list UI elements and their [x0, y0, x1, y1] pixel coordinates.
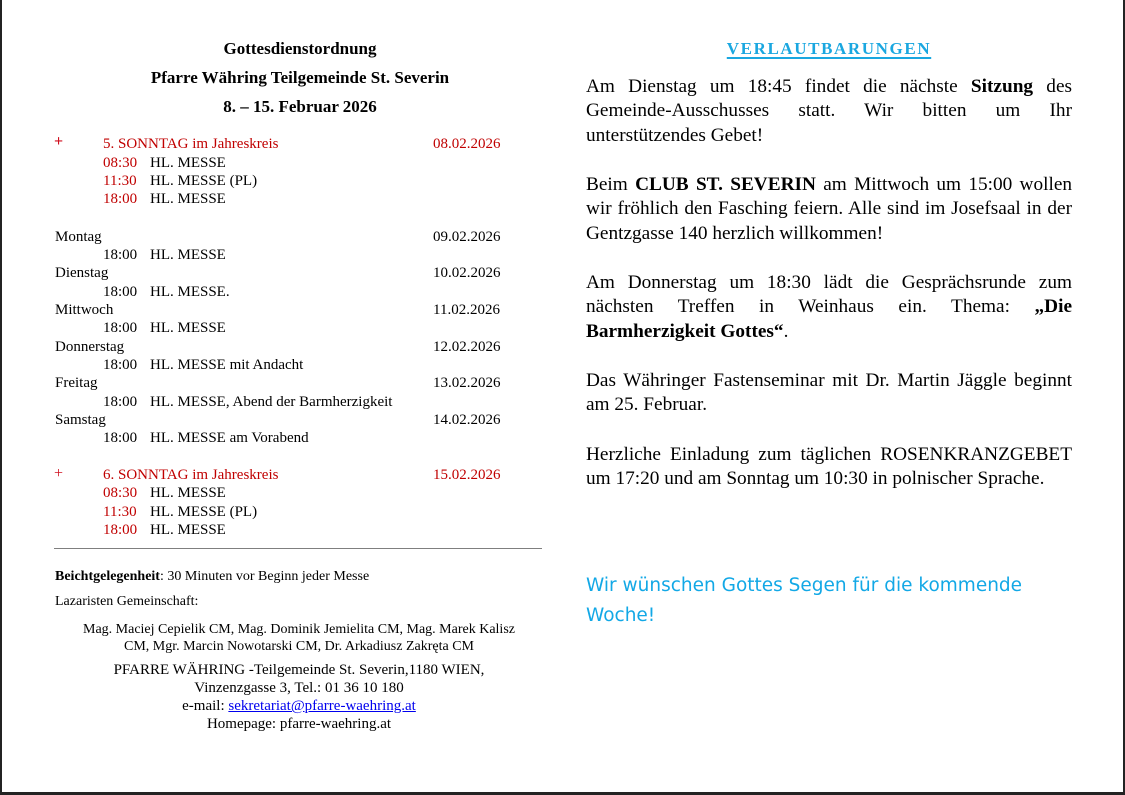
cross-icon: + [54, 133, 64, 150]
priests-line-2: CM, Mgr. Marcin Nowotarski CM, Dr. Arkadiusz Zakręta CM [124, 639, 474, 654]
mass-time: 08:30 [103, 485, 138, 501]
announcement-discussion: Am Donnerstag um 18:30 lädt die Gesprächsrunde zum nächsten Treffen in Weinhaus ein. Thema: „Die Barmherzigkeit Gottes“. [586, 272, 1072, 342]
email-line [54, 697, 544, 715]
weekday-name: Freitag [55, 375, 98, 391]
mass-time: 08:30 [103, 155, 138, 171]
weekday-date: 09.02.2026 [433, 229, 501, 245]
announcement-rosary: Herzliche Einladung zum täglichen ROSENKRANZGEBET um 17:20 und am Sonntag um 10:30 in polnischer Sprache. [586, 444, 1072, 490]
mass-desc: HL. MESSE (PL) [150, 173, 258, 189]
mass-desc: HL. MESSE mit Andacht [150, 357, 304, 373]
parish-name: Pfarre Währing Teilgemeinde St. Severin [150, 68, 450, 87]
confession-info [55, 569, 369, 585]
mass-desc: HL. MESSE [150, 247, 226, 263]
weekday-date: 11.02.2026 [433, 302, 500, 318]
email-link[interactable]: sekretariat@pfarre-waehring.at [228, 698, 416, 714]
weekday-name: Donnerstag [55, 339, 125, 355]
sunday-date: 15.02.2026 [433, 467, 501, 483]
priests-line-1: Mag. Maciej Cepielik CM, Mag. Dominik Jemielita CM, Mag. Marek Kalisz [83, 622, 515, 637]
mass-time: 18:00 [103, 394, 138, 410]
mass-desc: HL. MESSE [150, 485, 226, 501]
sunday-title: 6. SONNTAG im Jahreskreis [103, 467, 279, 483]
address-line-2: Vinzenzgasse 3, Tel.: 01 36 10 180 [194, 680, 404, 696]
mass-time: 18:00 [103, 284, 138, 300]
weekday-date: 12.02.2026 [433, 339, 501, 355]
mass-time: 18:00 [103, 430, 138, 446]
cross-icon: + [54, 465, 64, 482]
announcements-heading: VERLAUTBARUNGEN [726, 39, 932, 58]
mass-time: 18:00 [103, 320, 138, 336]
mass-desc: HL. MESSE, Abend der Barmherzigkeit [150, 394, 393, 410]
mass-desc: HL. MESSE. [150, 284, 230, 300]
weekday-date: 10.02.2026 [433, 265, 501, 281]
confession-text: : 30 Minuten vor Beginn jeder Messe [159, 569, 370, 584]
mass-desc: HL. MESSE [150, 155, 226, 171]
mass-time: 18:00 [103, 357, 138, 373]
address-line-1: PFARRE WÄHRING -Teilgemeinde St. Severin,1180 WIEN, [113, 662, 485, 678]
weekday-name: Montag [55, 229, 102, 245]
weekday-date: 13.02.2026 [433, 375, 501, 391]
schedule-title: Gottesdienstordnung [223, 39, 377, 58]
document-page [2, 0, 1123, 792]
mass-desc: HL. MESSE am Vorabend [150, 430, 309, 446]
section-divider [54, 548, 542, 549]
confession-label: Beichtgelegenheit [55, 569, 160, 584]
mass-time: 11:30 [103, 173, 137, 189]
mass-desc: HL. MESSE (PL) [150, 504, 258, 520]
community-label: Lazaristen Gemeinschaft: [55, 594, 199, 609]
announcement-club: Beim CLUB ST. SEVERIN am Mittwoch um 15:00 wollen wir fröhlich den Fasching feiern. Alle sind im Josefsaal in der Gentzgasse 140 herzlich willkommen! [586, 174, 1073, 244]
blessing-text: Wir wünschen Gottes Segen für die kommende Woche! [586, 575, 1023, 626]
mass-time: 11:30 [103, 504, 137, 520]
weekday-date: 14.02.2026 [433, 412, 501, 428]
weekday-name: Dienstag [55, 265, 109, 281]
schedule-column [2, 0, 562, 792]
announcement-meeting: Am Dienstag um 18:45 findet die nächste Sitzung des Gemeinde-Ausschusses statt. Wir bitten um Ihr unterstützendes Gebet! [586, 76, 1073, 146]
mass-time: 18:00 [103, 191, 138, 207]
parish-address [54, 661, 544, 733]
mass-desc: HL. MESSE [150, 522, 226, 538]
mass-time: 18:00 [103, 247, 138, 263]
priest-names [54, 621, 544, 655]
homepage-line: Homepage: pfarre-waehring.at [206, 716, 392, 732]
weekday-name: Samstag [55, 412, 106, 428]
email-label: e-mail: [182, 698, 229, 714]
sunday-title: 5. SONNTAG im Jahreskreis [103, 136, 279, 152]
sunday-date: 08.02.2026 [433, 136, 501, 152]
mass-desc: HL. MESSE [150, 320, 226, 336]
date-range: 8. – 15. Februar 2026 [223, 97, 377, 116]
mass-time: 18:00 [103, 522, 138, 538]
announcement-seminar: Das Währinger Fastenseminar mit Dr. Martin Jäggle beginnt am 25. Februar. [586, 370, 1072, 416]
weekday-name: Mittwoch [55, 302, 114, 318]
mass-desc: HL. MESSE [150, 191, 226, 207]
